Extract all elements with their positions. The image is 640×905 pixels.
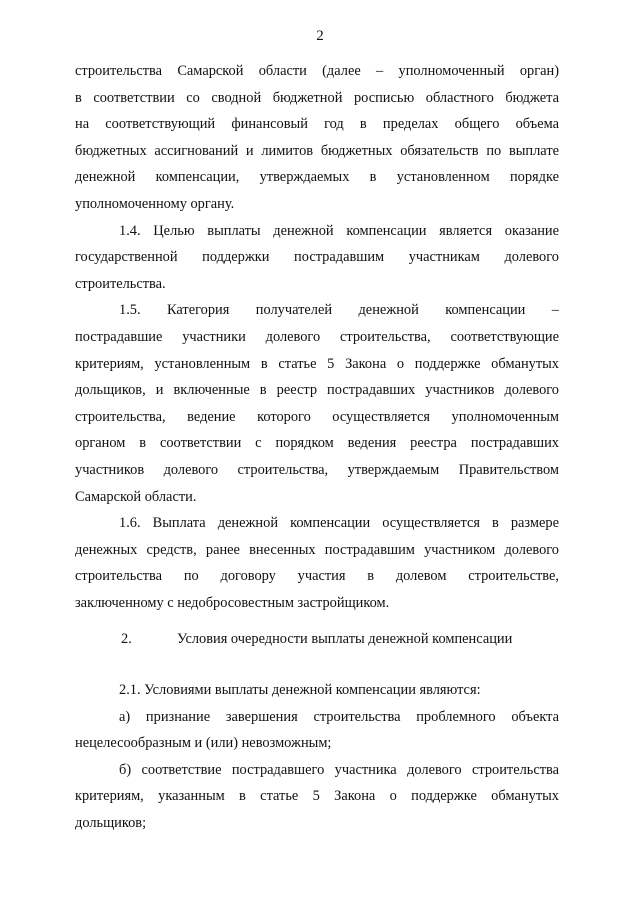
text-line: денежных средств, ранее внесенных пострадавшим участником долевого xyxy=(75,541,559,558)
text-line: критериям, установленным в статье 5 Закона о поддержке обманутых xyxy=(75,355,559,372)
paragraph-2-1-b xyxy=(75,757,559,837)
paragraph-2-1 xyxy=(75,677,559,704)
paragraph-1-4 xyxy=(75,218,559,298)
text-line: 2.1. Условиями выплаты денежной компенсации являются: xyxy=(119,682,481,698)
text-line: пострадавшие участники долевого строительства, соответствующие xyxy=(75,328,559,345)
paragraph-1-6 xyxy=(75,510,559,616)
text-line: органом в соответствии с порядком ведения реестра пострадавших xyxy=(75,435,559,452)
text-line: Самарской области. xyxy=(75,488,197,505)
text-line: в соответствии со сводной бюджетной росписью областного бюджета xyxy=(75,89,559,106)
text-line: 1.5. Категория получателей денежной компенсации – xyxy=(119,302,559,319)
section-number: 2. xyxy=(121,631,132,647)
text-line: участников долевого строительства, утверждаемым Правительством xyxy=(75,461,559,478)
text-line: дольщиков, и включенные в реестр пострадавших участников долевого xyxy=(75,382,559,399)
text-line: 1.4. Целью выплаты денежной компенсации является оказание xyxy=(119,222,559,239)
text-line: нецелесообразным и (или) невозможным; xyxy=(75,735,332,752)
text-line: денежной компенсации, утверждаемых в установленном порядке xyxy=(75,169,559,186)
text-line: заключенному с недобросовестным застройщиком. xyxy=(75,594,390,611)
section-body xyxy=(75,677,559,837)
text-line: дольщиков; xyxy=(75,814,147,831)
text-line: бюджетных ассигнований и лимитов бюджетных обязательств по выплате xyxy=(75,142,559,159)
text-line: 1.6. Выплата денежной компенсации осуществляется в размере xyxy=(119,515,559,532)
text-line: строительства по договору участия в долевом строительстве, xyxy=(75,568,559,585)
text-line: на соответствующий финансовый год в пределах общего объема xyxy=(75,116,559,133)
page-number: 2 xyxy=(316,28,324,44)
paragraph-2-1-a xyxy=(75,704,559,757)
text-line: государственной поддержки пострадавшим участникам долевого xyxy=(75,249,559,266)
text-line: строительства Самарской области (далее – уполномоченный орган) xyxy=(75,63,559,79)
paragraph-1-5 xyxy=(75,297,559,510)
document-body xyxy=(75,58,559,616)
text-line: строительства. xyxy=(75,275,166,292)
text-line: а) признание завершения строительства проблемного объекта xyxy=(119,708,559,725)
text-line: критериям, указанным в статье 5 Закона о поддержке обманутых xyxy=(75,788,559,805)
section-title: Условия очередности выплаты денежной компенсации xyxy=(177,631,513,647)
section-heading xyxy=(75,626,559,652)
text-line: строительства, ведение которого осуществляется уполномоченным xyxy=(75,408,559,425)
text-line: уполномоченному органу. xyxy=(75,195,235,212)
text-line: б) соответствие пострадавшего участника долевого строительства xyxy=(119,761,559,778)
paragraph xyxy=(75,58,559,218)
